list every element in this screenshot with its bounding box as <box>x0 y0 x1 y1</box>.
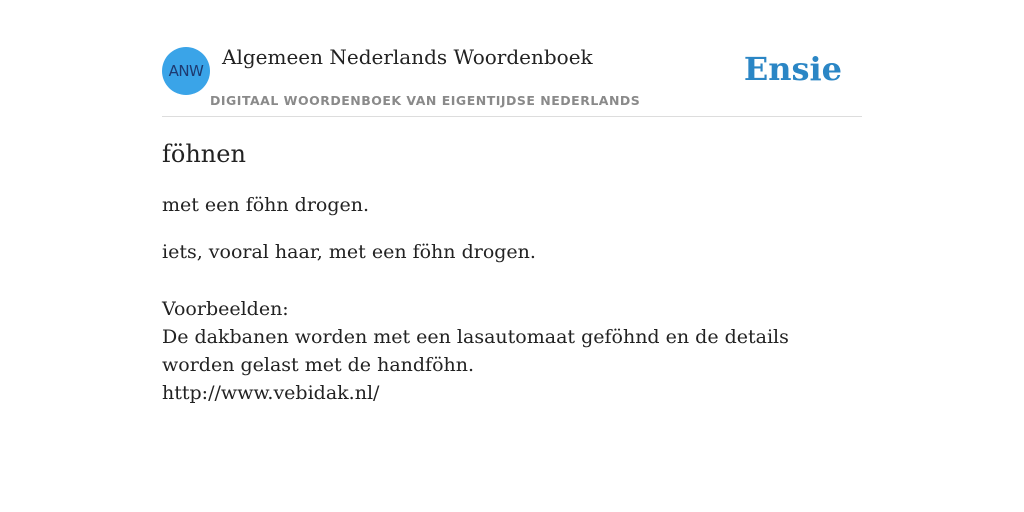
ensie-brand-link[interactable]: Ensie <box>743 50 842 88</box>
source-link[interactable]: http://www.vebidak.nl/ <box>162 382 380 404</box>
example-text: De dakbanen worden met een lasautomaat geföhnd en de details worden gelast met de handföhn. <box>162 326 789 376</box>
site-title[interactable]: Algemeen Nederlands Woordenboek <box>222 45 593 69</box>
short-definition: met een föhn drogen. <box>162 194 370 216</box>
headword: föhnen <box>162 140 246 168</box>
site-header <box>162 0 862 117</box>
examples-section <box>162 295 862 407</box>
definition: iets, vooral haar, met een föhn drogen. <box>162 241 536 263</box>
examples-label: Voorbeelden: <box>162 298 289 320</box>
logo-text: ANW <box>168 62 204 80</box>
site-subtitle: DIGITAAL WOORDENBOEK VAN EIGENTIJDSE NEDERLANDS <box>210 93 641 108</box>
dictionary-card <box>162 0 862 512</box>
anw-logo[interactable] <box>162 47 210 95</box>
